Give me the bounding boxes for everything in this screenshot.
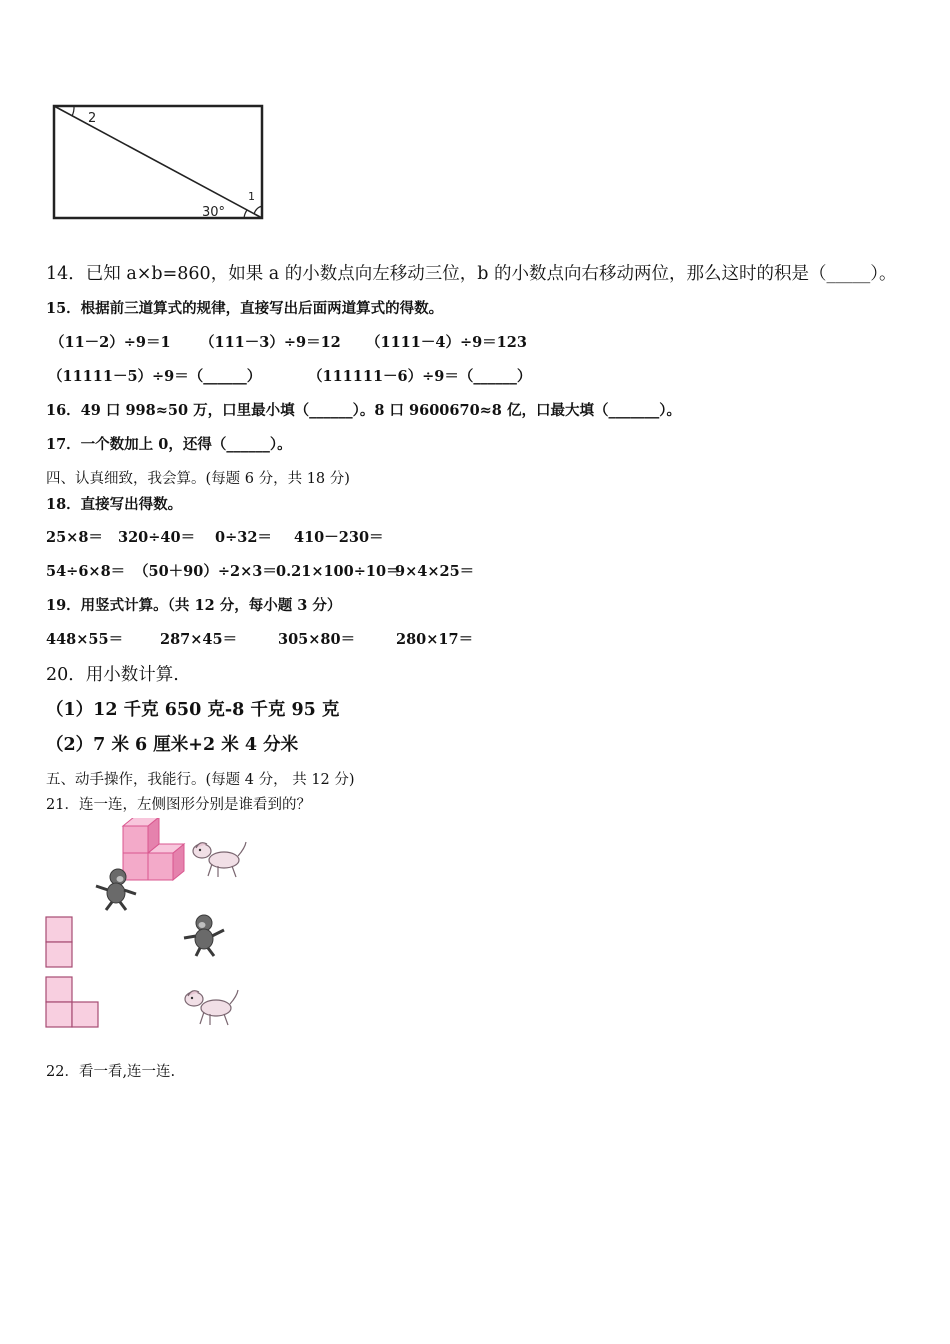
q19-item: 305×80＝ [278, 631, 356, 648]
question-20-item-1: （1）12 千克 650 克-8 千克 95 克 [46, 700, 340, 720]
q18-item: 320÷40＝ [118, 529, 196, 546]
question-21-prompt: 21．连一连，左侧图形分别是谁看到的？ [46, 797, 311, 813]
question-20-item-2: （2）7 米 6 厘米+2 米 4 分米 [46, 735, 299, 755]
q18-item: （50＋90）÷2×3＝ [134, 563, 277, 580]
q19-item: 448×55＝ [46, 631, 124, 648]
rectangle-diagonal-figure [48, 100, 268, 224]
q15-row2-item: （111111－6）÷9＝（______） [308, 368, 532, 385]
q15-row1-item: （1111－4）÷9＝123 [366, 334, 527, 351]
angle-2-label: 2 [88, 111, 97, 126]
question-17: 17．一个数加上 0，还得（______）。 [46, 436, 292, 453]
q18-item: 410－230＝ [294, 529, 384, 546]
q15-row1-item: （11－2）÷9＝1 [50, 334, 171, 351]
angle-30-label: 30° [202, 205, 226, 220]
monkey-icon [180, 912, 228, 958]
monkey-icon [92, 866, 140, 912]
question-15-prompt: 15．根据前三道算式的规律，直接写出后面两道算式的得数。 [46, 300, 444, 317]
question-16: 16．49 口 998≈50 万，口里最小填（______）。8 口 9600670≈8 亿，口最大填（_______）。 [46, 402, 681, 419]
view-l-shape [45, 976, 101, 1030]
angle-1-label: 1 [248, 190, 255, 203]
question-20-prompt: 20．用小数计算. [46, 665, 179, 685]
question-19-prompt: 19．用竖式计算。（共 12 分，每小题 3 分） [46, 597, 342, 614]
q19-item: 280×17＝ [396, 631, 474, 648]
q18-item: 25×8＝ [46, 529, 103, 546]
q15-row1-item: （111－3）÷9＝12 [200, 334, 341, 351]
section-5-heading: 五、动手操作，我能行。(每题 4 分， 共 12 分) [46, 772, 355, 788]
view-two-squares-vertical [45, 916, 75, 970]
q18-item: 0÷32＝ [215, 529, 272, 546]
q19-item: 287×45＝ [160, 631, 238, 648]
dog-icon [182, 984, 240, 1028]
question-18-prompt: 18．直接写出得数。 [46, 496, 183, 513]
q15-row2-item: （11111－5）÷9＝（______） [48, 368, 262, 385]
dog-icon [190, 836, 248, 880]
q18-item: 9×4×25＝ [395, 563, 475, 580]
q18-item: 54÷6×8＝ [46, 563, 126, 580]
section-4-heading: 四、认真细致，我会算。(每题 6 分，共 18 分) [46, 471, 350, 487]
q18-item: 0.21×100÷10＝ [276, 563, 401, 580]
question-22-prompt: 22．看一看,连一连. [46, 1064, 176, 1080]
question-14: 14．已知 a×b=860，如果 a 的小数点向左移动三位，b 的小数点向右移动两位，那么这时的积是（_____）。 [46, 264, 897, 284]
